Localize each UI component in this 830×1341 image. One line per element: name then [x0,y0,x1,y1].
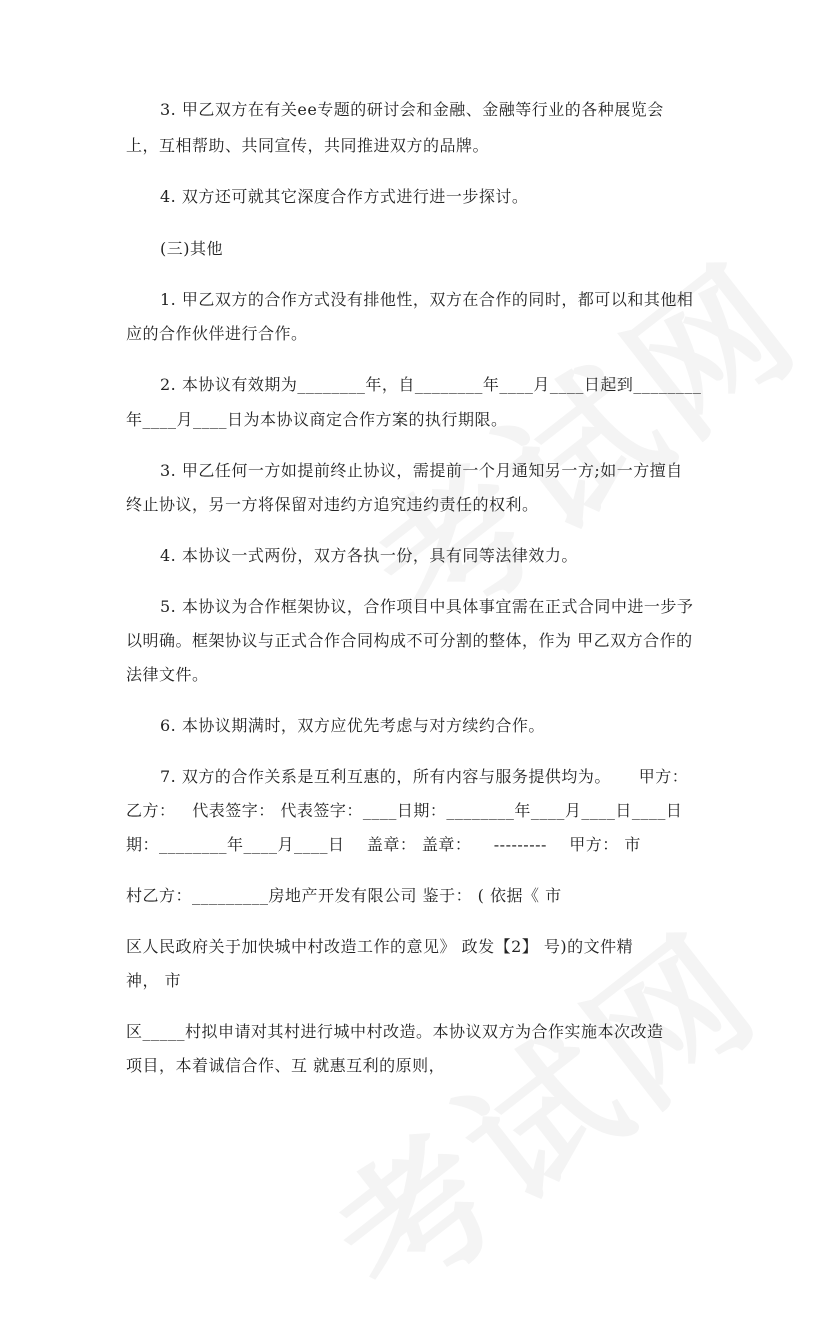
text-line: 终止协议，另一方将保留对违约方追究违约责任的权利。 [126,495,539,514]
text-line: 应的合作伙伴进行合作。 [126,324,308,343]
text-line: 村乙方：_________房地产开发有限公司 鉴于： ( 依据《 市 [126,886,562,905]
text-line: 2. 本协议有效期为________年，自________年____月____日起到________ [160,375,702,394]
text-line: 4. 本协议一式两份，双方各执一份，具有同等法律效力。 [160,546,578,565]
text-line: 区人民政府关于加快城中村改造工作的意见》 政发【2】 号)的文件精 [126,937,634,956]
text-line: 法律文件。 [126,665,209,684]
text-line: 上，互相帮助、共同宣传，共同推进双方的品牌。 [126,136,490,155]
text-line: 4. 双方还可就其它深度合作方式进行进一步探讨。 [160,187,529,206]
text-line: 7. 双方的合作关系是互利互惠的，所有内容与服务提供均为。 甲方： [160,767,689,786]
text-line: 神， 市 [126,971,182,990]
text-line: 5. 本协议为合作框架协议，合作项目中具体事宜需在正式合同中进一步予 [160,597,694,616]
text-line: 3. 甲乙任何一方如提前终止协议，需提前一个月通知另一方;如一方擅自 [160,461,683,480]
text-line: 项目，本着诚信合作、互 就惠互利的原则， [126,1056,446,1075]
text-line: 乙方： 代表签字： 代表签字：____日期：________年____月____日____日 [126,801,683,820]
text-line: 期：________年____月____日 盖章： 盖章： --------- 甲方： 市 [126,835,641,854]
text-line: 3. 甲乙双方在有关ee专题的研讨会和金融、金融等行业的各种展览会 [160,100,664,119]
text-line: 区_____村拟申请对其村进行城中村改造。本协议双方为合作实施本次改造 [126,1022,664,1041]
text-line: 以明确。框架协议与正式合作合同构成不可分割的整体，作为 甲乙双方合作的 [126,631,693,650]
text-line: 6. 本协议期满时，双方应优先考虑与对方续约合作。 [160,716,545,735]
text-line: 1. 甲乙双方的合作方式没有排他性，双方在合作的同时，都可以和其他相 [160,290,694,309]
text-line: 年____月____日为本协议商定合作方案的执行期限。 [126,410,508,429]
section-heading: (三)其他 [160,239,223,258]
